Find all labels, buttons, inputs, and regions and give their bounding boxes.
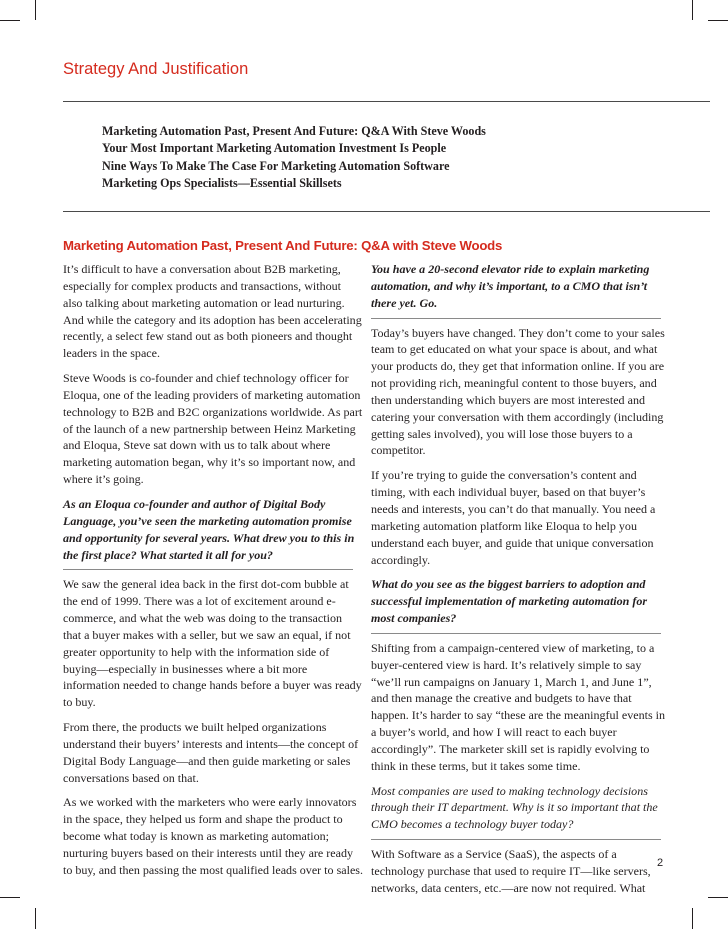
- paragraph: As we worked with the marketers who were early innovators in the space, they helped us form and shape the product to become what today is known as marketing automation; nurturing buyers based on their interests until they are ready to buy, and then passing the most qualified leads over to sales.: [63, 795, 363, 877]
- paragraph: Steve Woods is co-founder and chief technology officer for Eloqua, one of the leading providers of marketing automation technology to B2B and B2C organizations worldwide. As part of the launch of a new partnership between Heinz Marketing and Eloqua, Steve sat down with us to talk about where marketing automation began, why it’s so important now, and where it’s going.: [63, 371, 363, 487]
- toc-item[interactable]: Marketing Automation Past, Present And Future: Q&A With Steve Woods: [102, 124, 486, 138]
- interview-question: What do you see as the biggest barriers to adoption and successful implementation of marketing automation for most companies?: [371, 577, 648, 626]
- divider: [63, 101, 710, 102]
- question-rule: [371, 633, 661, 634]
- toc-item[interactable]: Your Most Important Marketing Automation Investment Is People: [102, 141, 447, 156]
- paragraph: It’s difficult to have a conversation about B2B marketing, especially for complex products and transactions, without also talking about marketing automation or lead nurturing. And while the category and its adoption has been accelerating recently, a select few stand out as both pioneers and thought leaders in the space.: [63, 262, 362, 361]
- crop-mark: [708, 897, 728, 898]
- crop-mark: [708, 20, 728, 21]
- crop-mark: [35, 908, 36, 929]
- crop-mark: [0, 20, 20, 21]
- paragraph: With Software as a Service (SaaS), the aspects of a technology purchase that used to require IT—like servers, networks, data centers, etc.—are now not required. What: [371, 847, 651, 895]
- divider: [63, 211, 710, 212]
- interview-question: You have a 20-second elevator ride to explain marketing automation, and why it’s important, to a CMO that isn’t there yet. Go.: [371, 262, 650, 310]
- question-rule: [63, 569, 353, 570]
- toc-item[interactable]: Marketing Ops Specialists—Essential Skillsets: [102, 175, 342, 190]
- interview-question: Most companies are used to making technology decisions through their IT department. Why is it so important that the CMO becomes a technology buyer today?: [371, 783, 658, 832]
- page-number: 2: [657, 857, 664, 869]
- interview-question: As an Eloqua co-founder and author of Digital Body Language, you’ve seen the marketing automation promise and opportunity for several years. What drew you to this in the first place? What started it all for you?: [63, 496, 355, 562]
- left-column: [63, 261, 363, 887]
- crop-mark: [35, 0, 36, 20]
- question-rule: [371, 318, 661, 319]
- paragraph: Shifting from a campaign-centered view of marketing, to a buyer-centered view is hard. It’s relatively simple to say “we’ll run campaigns on January 1, March 1, and June 1”, and then manage the creative and budgets to have that happen. It’s harder to say “these are the meaningful events in a buyer’s world, and how I will react to each buyer accordingly”. The marketer skill set is rapidly evolving to think in these terms, but it takes some time.: [371, 640, 666, 773]
- section-title: Strategy And Justification: [63, 60, 249, 78]
- table-of-contents: [102, 123, 486, 192]
- right-column: [371, 261, 671, 905]
- paragraph: Today’s buyers have changed. They don’t come to your sales team to get educated on what your space is about, and what your products do, they get that information online. If you are not providing rich, meaningful content to those buyers, and then understanding which buyers are most interested and catering your conversation with them accordingly (including getting sales involved), you will lose those buyers to a competitor.: [371, 325, 665, 458]
- paragraph: If you’re trying to guide the conversation’s content and timing, with each individual buyer, based on that buyer’s needs and interests, you can’t do that manually. You need a marketing automation platform like Eloqua to help you understand each buyer, and guide that unique conversation accordingly.: [371, 468, 656, 567]
- paragraph: We saw the general idea back in the first dot-com bubble at the end of 1999. There was a lot of excitement around e-commerce, and what the web was doing to the transaction that a buyer makes with a seller, but we saw an equal, if not greater opportunity to help with the information side of buying—especially in businesses where a bit more information needed to change hands before a buyer was ready to buy.: [63, 577, 362, 710]
- toc-item[interactable]: Nine Ways To Make The Case For Marketing Automation Software: [102, 158, 450, 173]
- question-rule: [371, 839, 661, 840]
- crop-mark: [692, 908, 693, 929]
- paragraph: From there, the products we built helped organizations understand their buyers’ interests and intents—the concept of Digital Body Language—and then guide marketing or sales conversations based on that.: [63, 720, 359, 785]
- crop-mark: [692, 0, 693, 20]
- article-title: Marketing Automation Past, Present And Future: Q&A with Steve Woods: [63, 238, 503, 253]
- crop-mark: [0, 897, 20, 898]
